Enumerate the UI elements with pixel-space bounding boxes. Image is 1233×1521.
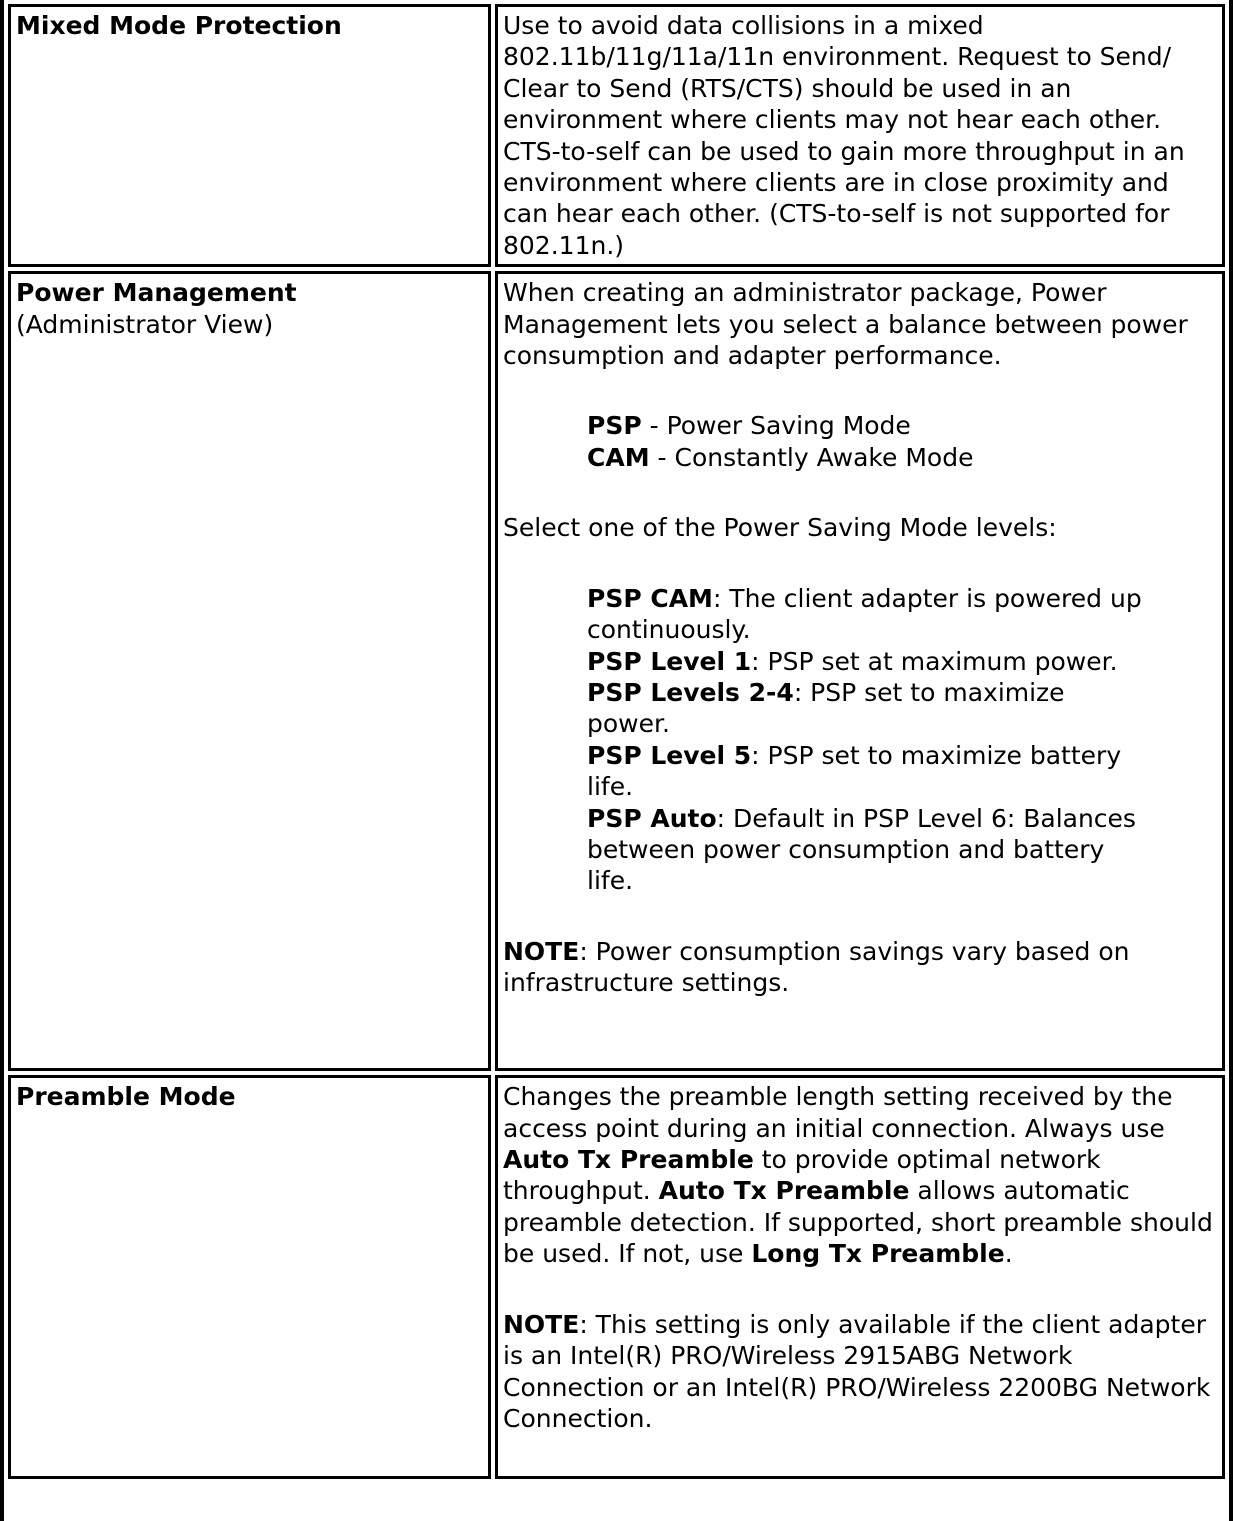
level-label: PSP CAM — [587, 583, 713, 613]
description-fragment: . — [1004, 1239, 1013, 1269]
list-item — [587, 410, 1217, 441]
level-label: PSP Auto — [587, 803, 717, 833]
level-text: : PSP set to maximize battery life. — [587, 740, 1122, 802]
term-label: Mixed Mode Protection — [16, 11, 342, 40]
table-row-power-management — [8, 271, 1225, 1071]
mode-label: PSP — [587, 411, 642, 441]
description-text — [503, 1081, 1217, 1269]
level-label: PSP Levels 2-4 — [587, 677, 794, 707]
list-item — [587, 803, 1147, 897]
description-cell — [495, 4, 1225, 267]
emphasis-text: Auto Tx Preamble — [503, 1145, 754, 1175]
description-fragment: allows automatic preamble detection. If supported, short preamble should be used. If not, use — [503, 1176, 1213, 1269]
power-mode-list — [587, 410, 1217, 473]
term-cell — [8, 1075, 491, 1479]
term-cell — [8, 271, 491, 1071]
list-item — [587, 646, 1147, 677]
power-level-list — [587, 583, 1147, 897]
description-fragment: to provide optimal network throughput. — [503, 1145, 1101, 1206]
list-item — [587, 677, 1147, 740]
emphasis-text: Long Tx Preamble — [751, 1239, 1005, 1269]
mode-text: - Power Saving Mode — [641, 411, 911, 441]
mode-text: - Constantly Awake Mode — [649, 442, 974, 472]
table-row-preamble-mode — [8, 1075, 1225, 1479]
note-body: : This setting is only available if the client adapter is an Intel(R) PRO/Wireless 2915ABG Network Connection or an Intel(R) PRO/Wireless 2200BG Network Connection. — [503, 1309, 1211, 1433]
description-text: Use to avoid data collisions in a mixed 802.11b/11g/11a/11n environment. Request to Send/ Clear to Send (RTS/CTS) should be used in an environment where clients may not hear each other. CTS-to-self can be used to gain more throughput in an environment where clients are in close proximity and can hear each other. (CTS-to-self is not supported for 802.11n.) — [503, 11, 1185, 260]
list-item — [587, 442, 1217, 473]
settings-table — [4, 0, 1229, 1483]
note-text — [503, 936, 1217, 999]
level-text: : The client adapter is powered up continuously. — [587, 583, 1142, 645]
note-label: NOTE — [503, 936, 580, 966]
description-text: When creating an administrator package, Power Management lets you select a balance between power consumption and adapter performance. — [503, 278, 1188, 371]
level-text: : PSP set to maximize power. — [587, 677, 1065, 739]
level-label: PSP Level 5 — [587, 740, 752, 770]
description-cell — [495, 1075, 1225, 1479]
term-sublabel: (Administrator View) — [16, 309, 274, 339]
description-cell — [495, 271, 1225, 1071]
level-label: PSP Level 1 — [587, 646, 752, 676]
note-label: NOTE — [503, 1309, 580, 1339]
page-border-right — [1229, 0, 1233, 1521]
level-text: : PSP set at maximum power. — [751, 646, 1118, 676]
level-text: : Default in PSP Level 6: Balances between power consumption and battery life. — [587, 803, 1136, 896]
term-cell — [8, 4, 491, 267]
table-row-mixed-mode-protection — [8, 4, 1225, 267]
note-text — [503, 1309, 1217, 1435]
list-item — [587, 583, 1147, 646]
note-body: : Power consumption savings vary based on infrastructure settings. — [503, 936, 1130, 998]
emphasis-text: Auto Tx Preamble — [658, 1176, 910, 1206]
mode-label: CAM — [587, 442, 650, 472]
select-instruction: Select one of the Power Saving Mode levels: — [503, 513, 1057, 543]
term-label: Power Management — [16, 278, 297, 308]
description-fragment: Changes the preamble length setting received by the access point during an initial connection. Always use — [503, 1082, 1173, 1143]
list-item — [587, 740, 1147, 803]
term-label: Preamble Mode — [16, 1082, 236, 1112]
